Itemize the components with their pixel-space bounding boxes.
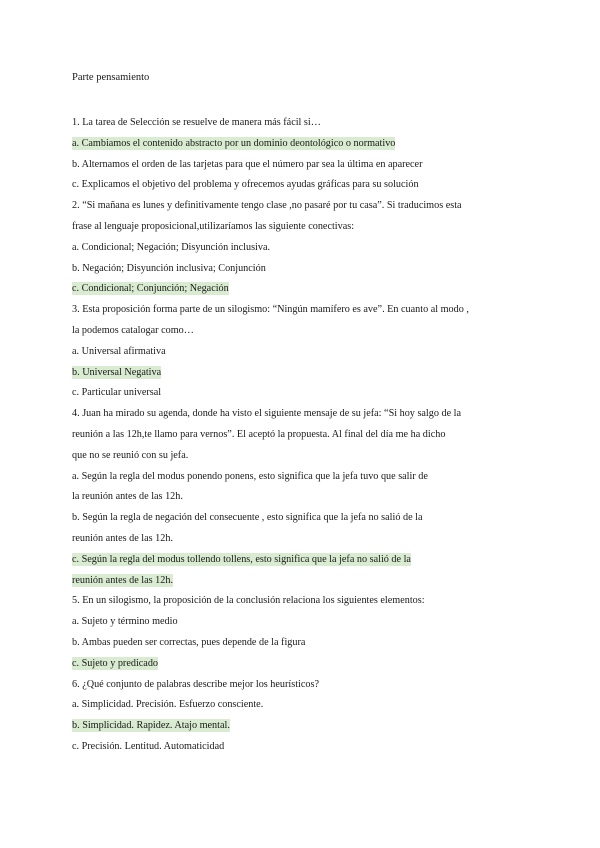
text-line: 2. “Si mañana es lunes y definitivamente tengo clase ,no pasaré por tu casa”. Si traducimos esta (72, 200, 462, 212)
highlighted-answer: c. Sujeto y predicado (72, 657, 159, 669)
answer-option: a. Condicional; Negación; Disyunción inclusiva. (72, 241, 271, 253)
text-line: 6. ¿Qué conjunto de palabras describe mejor los heurísticos? (72, 678, 319, 690)
text-line: la podemos catalogar como… (72, 324, 194, 336)
text-line: que no se reunió con su jefa. (72, 449, 189, 461)
answer-option: b. Alternamos el orden de las tarjetas para que el número par sea la última en aparecer (72, 158, 423, 170)
answer-option: b. Negación; Disyunción inclusiva; Conjunción (72, 262, 266, 274)
highlighted-answer: c. Según la regla del modus tollendo tollens, esto significa que la jefa no salió de la (72, 553, 411, 565)
highlighted-answer: b. Universal Negativa (72, 366, 162, 378)
answer-option: a. Según la regla del modus ponendo ponens, esto significa que la jefa tuvo que salir de (72, 470, 428, 482)
document-title: Parte pensamiento (72, 72, 150, 83)
answer-option: c. Particular universal (72, 387, 162, 399)
answer-option: c. Explicamos el objetivo del problema y ofrecemos ayudas gráficas para su solución (72, 179, 419, 191)
text-line: 4. Juan ha mirado su agenda, donde ha visto el siguiente mensaje de su jefa: “Si hoy salgo de la (72, 408, 462, 420)
text-line: frase al lenguaje proposicional,utilizaríamos las siguiente conectivas: (72, 220, 355, 232)
answer-option: reunión antes de las 12h. (72, 532, 173, 544)
highlighted-answer: c. Condicional; Conjunción; Negación (72, 283, 229, 295)
answer-option: a. Sujeto y término medio (72, 616, 178, 628)
text-line: 3. Esta proposición forma parte de un silogismo: “Ningún mamífero es ave”. En cuanto al modo , (72, 304, 469, 316)
answer-option: a. Universal afirmativa (72, 345, 166, 357)
highlighted-answer: a. Cambiamos el contenido abstracto por un dominio deontológico o normativo (72, 137, 396, 149)
answer-option: a. Simplicidad. Precisión. Esfuerzo consciente. (72, 699, 264, 711)
text-line: reunión a las 12h,te llamo para vernos”. El aceptó la propuesta. Al final del día me ha dicho (72, 428, 446, 440)
answer-option: la reunión antes de las 12h. (72, 491, 183, 503)
text-line: 1. La tarea de Selección se resuelve de manera más fácil si… (72, 117, 321, 128)
highlighted-answer: b. Simplicidad. Rapidez. Atajo mental. (72, 720, 230, 732)
highlighted-answer: reunión antes de las 12h. (72, 574, 173, 586)
answer-option: b. Ambas pueden ser correctas, pues depende de la figura (72, 636, 306, 648)
question-list (72, 113, 552, 758)
text-line: 5. En un silogismo, la proposición de la conclusión relaciona los siguientes elementos: (72, 595, 425, 607)
answer-option: b. Según la regla de negación del consecuente , esto significa que la jefa no salió de la (72, 512, 423, 524)
answer-option: c. Precisión. Lentitud. Automaticidad (72, 740, 225, 752)
